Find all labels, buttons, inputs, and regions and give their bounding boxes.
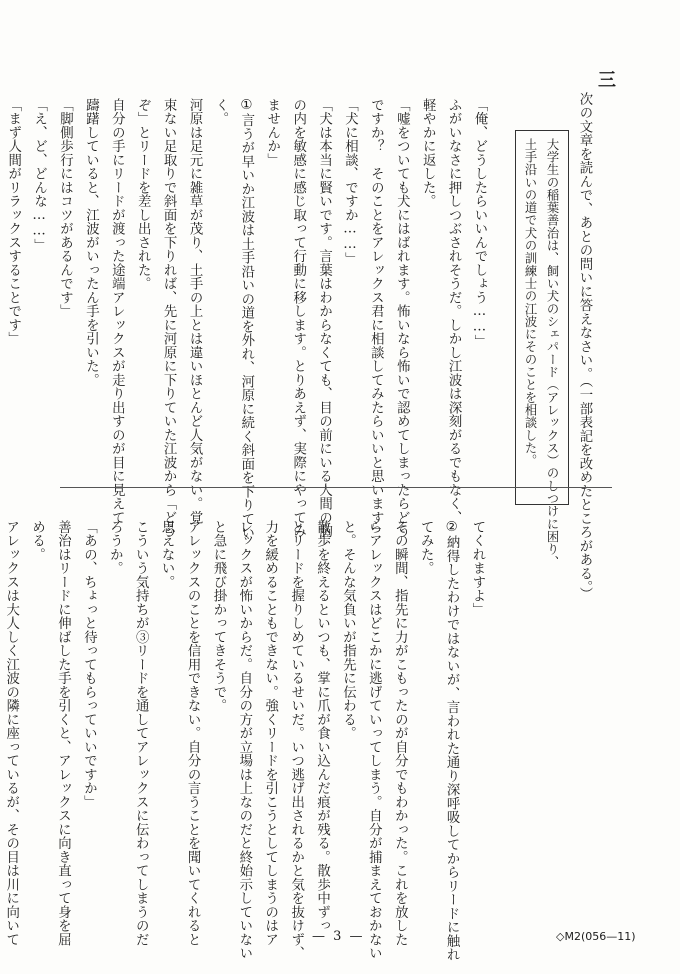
exam-code: ◇M2(056—11) [556,930,636,943]
section-divider [60,487,612,488]
page-number: — 3 — [312,929,365,944]
lead-text: 大学生の稲葉善治は、飼い犬のシェパード（アレックス）のしつけに困り、 土手沿いの道で犬の訓練士の江波にそのことを相談した。 [523,138,559,569]
passage-upper: 「俺、どうしたらいいんでしょう……」 ふがいなさに押しつぶされそうだ。しかし江波は深刻がるでもなく、 軽やかに返した。 「嘘をついても犬にはばれます。怖いなら怖いで認めてしまったらどう ですか？ そのことをアレックス君に相談してみたらいいと思います」 「犬に相談、ですか……」 「犬は本当に賢いです。言葉はわからなくても、目の前にいる人間の胸 の内を敏感に感じ取って行動に移します。とりあえず、実際にやってみ ませんか」 ①言うが早いか江波は土手沿いの道を外れ、河原に続く斜面を下りてい く。 河原は足元に雑草が茂り、土手の上とは違いほとんど人気がない。覚 束ない足取りで斜面を下りれば、先に河原に下りていた江波から「どう ぞ」とリードを差し出された。 自分の手にリードが渡った途端アレックスが走り出すのが目に見えて 躊躇していると、江波がいったん手を引いた。 「脚側歩行にはコツがあるんです」 「え、ど、どんな……」 「まず人間がリラックスすることです」 [5,98,487,540]
instruction-text: 次の文章を読んで、あとの問いに答えなさい。（一部表記を改めたところがある。） [576,92,592,602]
passage-lower: てくれますよ」 ②納得したわけではないが、言われた通り深呼吸してからリードに触れ てみた。 その瞬間、指先に力がこもったのが自分でもわかった。これを放した らアレックスはどこかに逃げていってしまう。自分が捕まえておかない と。そんな気負いが指先に伝わる。 散歩を終えるといつも、掌に爪が食い込んだ痕が残る。散歩中ずっ とリードを握りしめているせいだ。いつ逃げ出されるかと気を抜けず、 力を緩めることもできない。強くリードを引こうとしてしまうのはア レックスが怖いからだ。自分の方が立場は上なのだと終始示していない と急に飛び掛かってきそうで。 アレックスのことを信用できない。自分の言うことを聞いてくれると 思えない。 こういう気持ちが③リードを通してアレックスに伝わってしまうのだ ろうか。 「あの、ちょっと待ってもらっていいですか」 善治はリードに伸ばした手を引くと、アレックスに向き直って身を屈 める。 アレックスは大人しく江波の隣に座っているが、その目は川に向いて [3,520,485,962]
question-number: 三 [595,70,616,88]
